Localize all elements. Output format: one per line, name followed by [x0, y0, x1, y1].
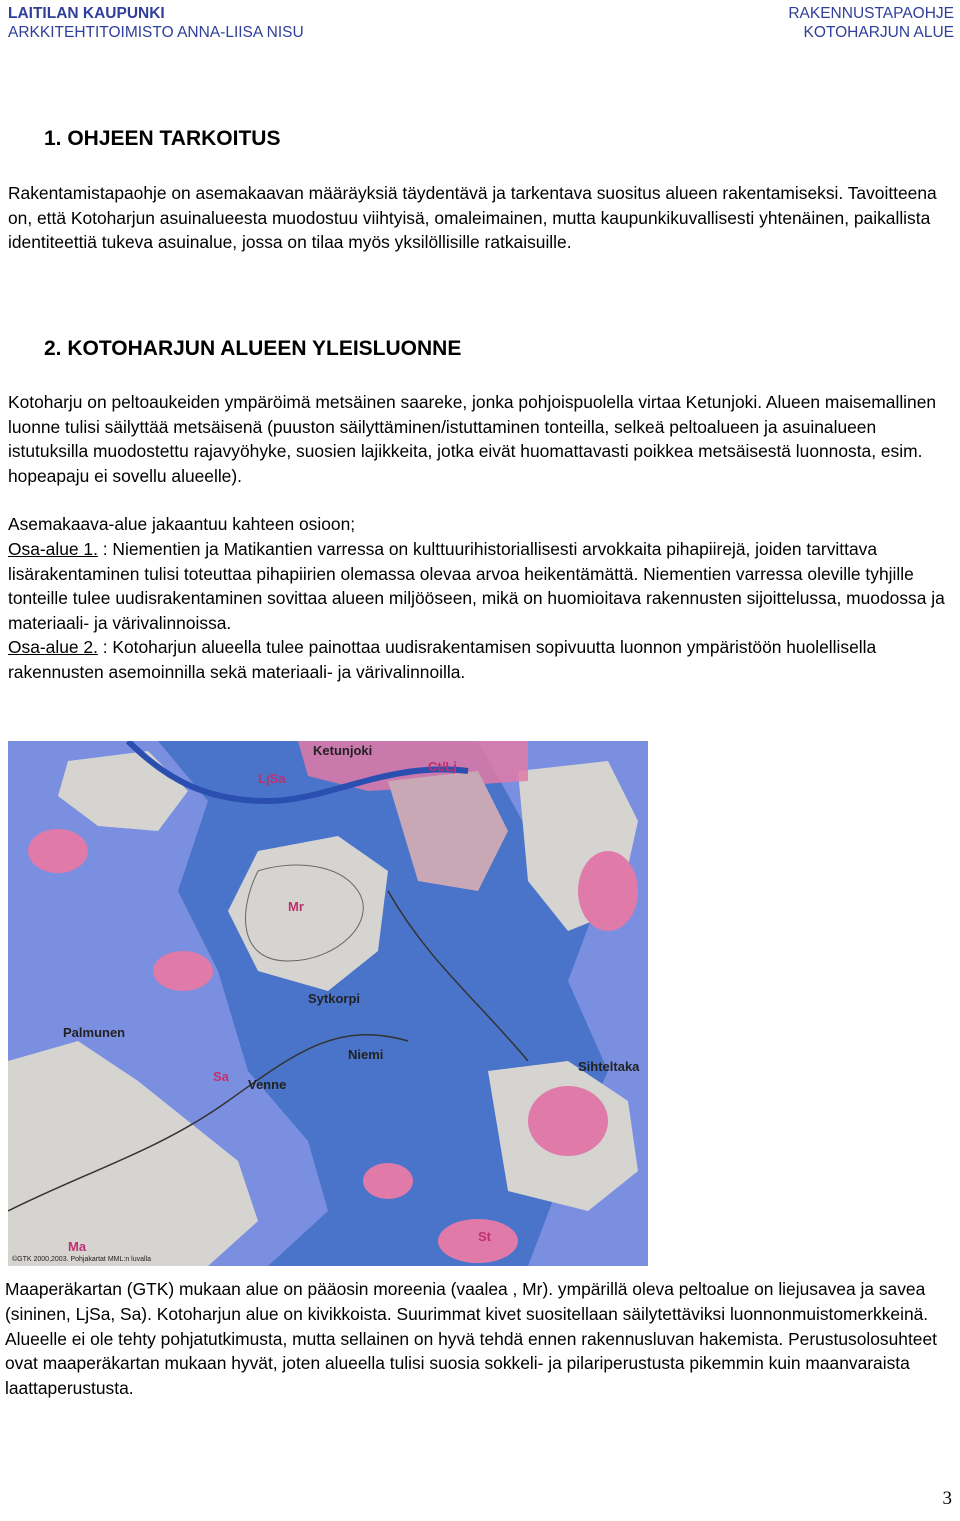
section1-paragraph: Rakentamistapaohje on asemakaavan määräyksiä täydentävä ja tarkentava suositus alueen rakentamiseksi. Tavoitteena on, että Kotoharjun asuinalueesta muodostuu viihtyisä, omaleimainen, mutta kaupunkikuvallisesti yhtenäinen, paikallista identiteettiä tukeva asuinalue, jossa on tilaa myös yksilöllisille ratkaisuille. [8, 183, 937, 253]
map-label-ljsa: LjSa [258, 771, 286, 786]
section2-paragraph-1: Kotoharju on peltoaukeiden ympäröimä metsäinen saareke, jonka pohjoispuolella virtaa Ketunjoki. Alueen maisemallinen luonne tulisi säilyttää metsäisenä (puuston säilyttäminen/istuttaminen tonteilla, selkeä peltoalueen ja asuinalueen istutuksilla muodostettu rajavyöhyke, suosien lajikkeita, jotka eivät huomattavasti poikkea metsäisestä luonnosta, esim. hopeapaju ei sovellu alueelle). [8, 392, 937, 486]
osa-alue-2-label: Osa-alue 2. [8, 637, 98, 658]
section2-heading: 2. KOTOHARJUN ALUEEN YLEISLUONNE [44, 337, 462, 360]
header-area: KOTOHARJUN ALUE [803, 24, 954, 41]
map-label-ct-lj: Ct/Lj [428, 759, 457, 774]
map-label-st: St [478, 1229, 491, 1244]
osa-alue-1-text: : Niementien ja Matikantien varressa on kulttuurihistoriallisesti arvokkaita pihapiirejä, joiden tarvittava lisärakentaminen tulisi toteuttaa pihapiirien olemassa olevaa arvoa heikentämättä. Niementien varressa oleville tyhjille tonteille tulee uudisrakentaminen sovittaa alueen miljööseen, mikä on huomioitava rakennusten sijoittelussa, muodossa ja materiaali- ja värivalinnoissa. [8, 538, 945, 633]
osa-alue-2-text: : Kotoharjun alueella tulee painottaa uudisrakentamisen sopivuutta luonnon ympäristöön huolellisella rakennusten asemoinnilla sekä materiaali- ja värivalinnoilla. [8, 637, 877, 682]
section2-paragraph-2: Asemakaava-alue jakaantuu kahteen osioon; [8, 514, 356, 535]
map-caption: Maaperäkartan (GTK) mukaan alue on pääosin moreenia (vaalea , Mr). ympärillä oleva peltoalue on liejusavea ja savea (sininen, LjSa, Sa). Kotoharjun alue on kivikkoista. Suurimmat kivet suositellaan säilytettäviksi luonnonmuistomerkkeinä. Alueelle ei ole tehty pohjatutkimusta, mutta sellainen on hyvä tehdä ennen rakennusluvan hakemista. Perustusolosuhteet ovat maaperäkartan mukaan hyvät, joten alueella tulisi suosia sokkeli- ja pilariperustusta pikemmin kuin maanvaraista laattaperustusta. [5, 1279, 937, 1399]
header-office: ARKKITEHTITOIMISTO ANNA-LIISA NISU [8, 24, 304, 41]
map-credit: ©GTK 2000,2003. Pohjakartat MML:n luvalla [12, 1256, 152, 1263]
map-label-venne: Venne [248, 1077, 287, 1092]
section1-body [8, 181, 956, 255]
soil-map [8, 741, 648, 1266]
osa-alue-1 [8, 537, 956, 635]
map-label-sihteltaka: Sihteltaka [578, 1059, 640, 1074]
map-peat-patch-3 [528, 1086, 608, 1156]
map-label-sa: Sa [213, 1069, 229, 1084]
map-label-palmunen: Palmunen [63, 1025, 126, 1040]
map-label-ketunjoki: Ketunjoki [313, 743, 373, 758]
map-peat-patch-4 [578, 851, 638, 931]
map-label-sytkorpi: Sytkorpi [308, 991, 361, 1006]
map-label-ma: Ma [68, 1239, 87, 1254]
header-municipality: LAITILAN KAUPUNKI [8, 5, 165, 22]
map-peat-patch-2 [153, 951, 213, 991]
map-label-mr: Mr [288, 899, 304, 914]
section2-body [8, 390, 956, 685]
osa-alue-1-label: Osa-alue 1. [8, 538, 98, 559]
map-peat-patch-1 [28, 829, 88, 873]
section1-heading: 1. OHJEEN TARKOITUS [44, 127, 281, 150]
map-peat-patch-6 [363, 1163, 413, 1199]
page-number: 3 [942, 1488, 952, 1509]
map-label-niemi: Niemi [348, 1047, 384, 1062]
header-doc-type: RAKENNUSTAPAOHJE [788, 5, 954, 22]
osa-alue-2 [8, 635, 956, 684]
